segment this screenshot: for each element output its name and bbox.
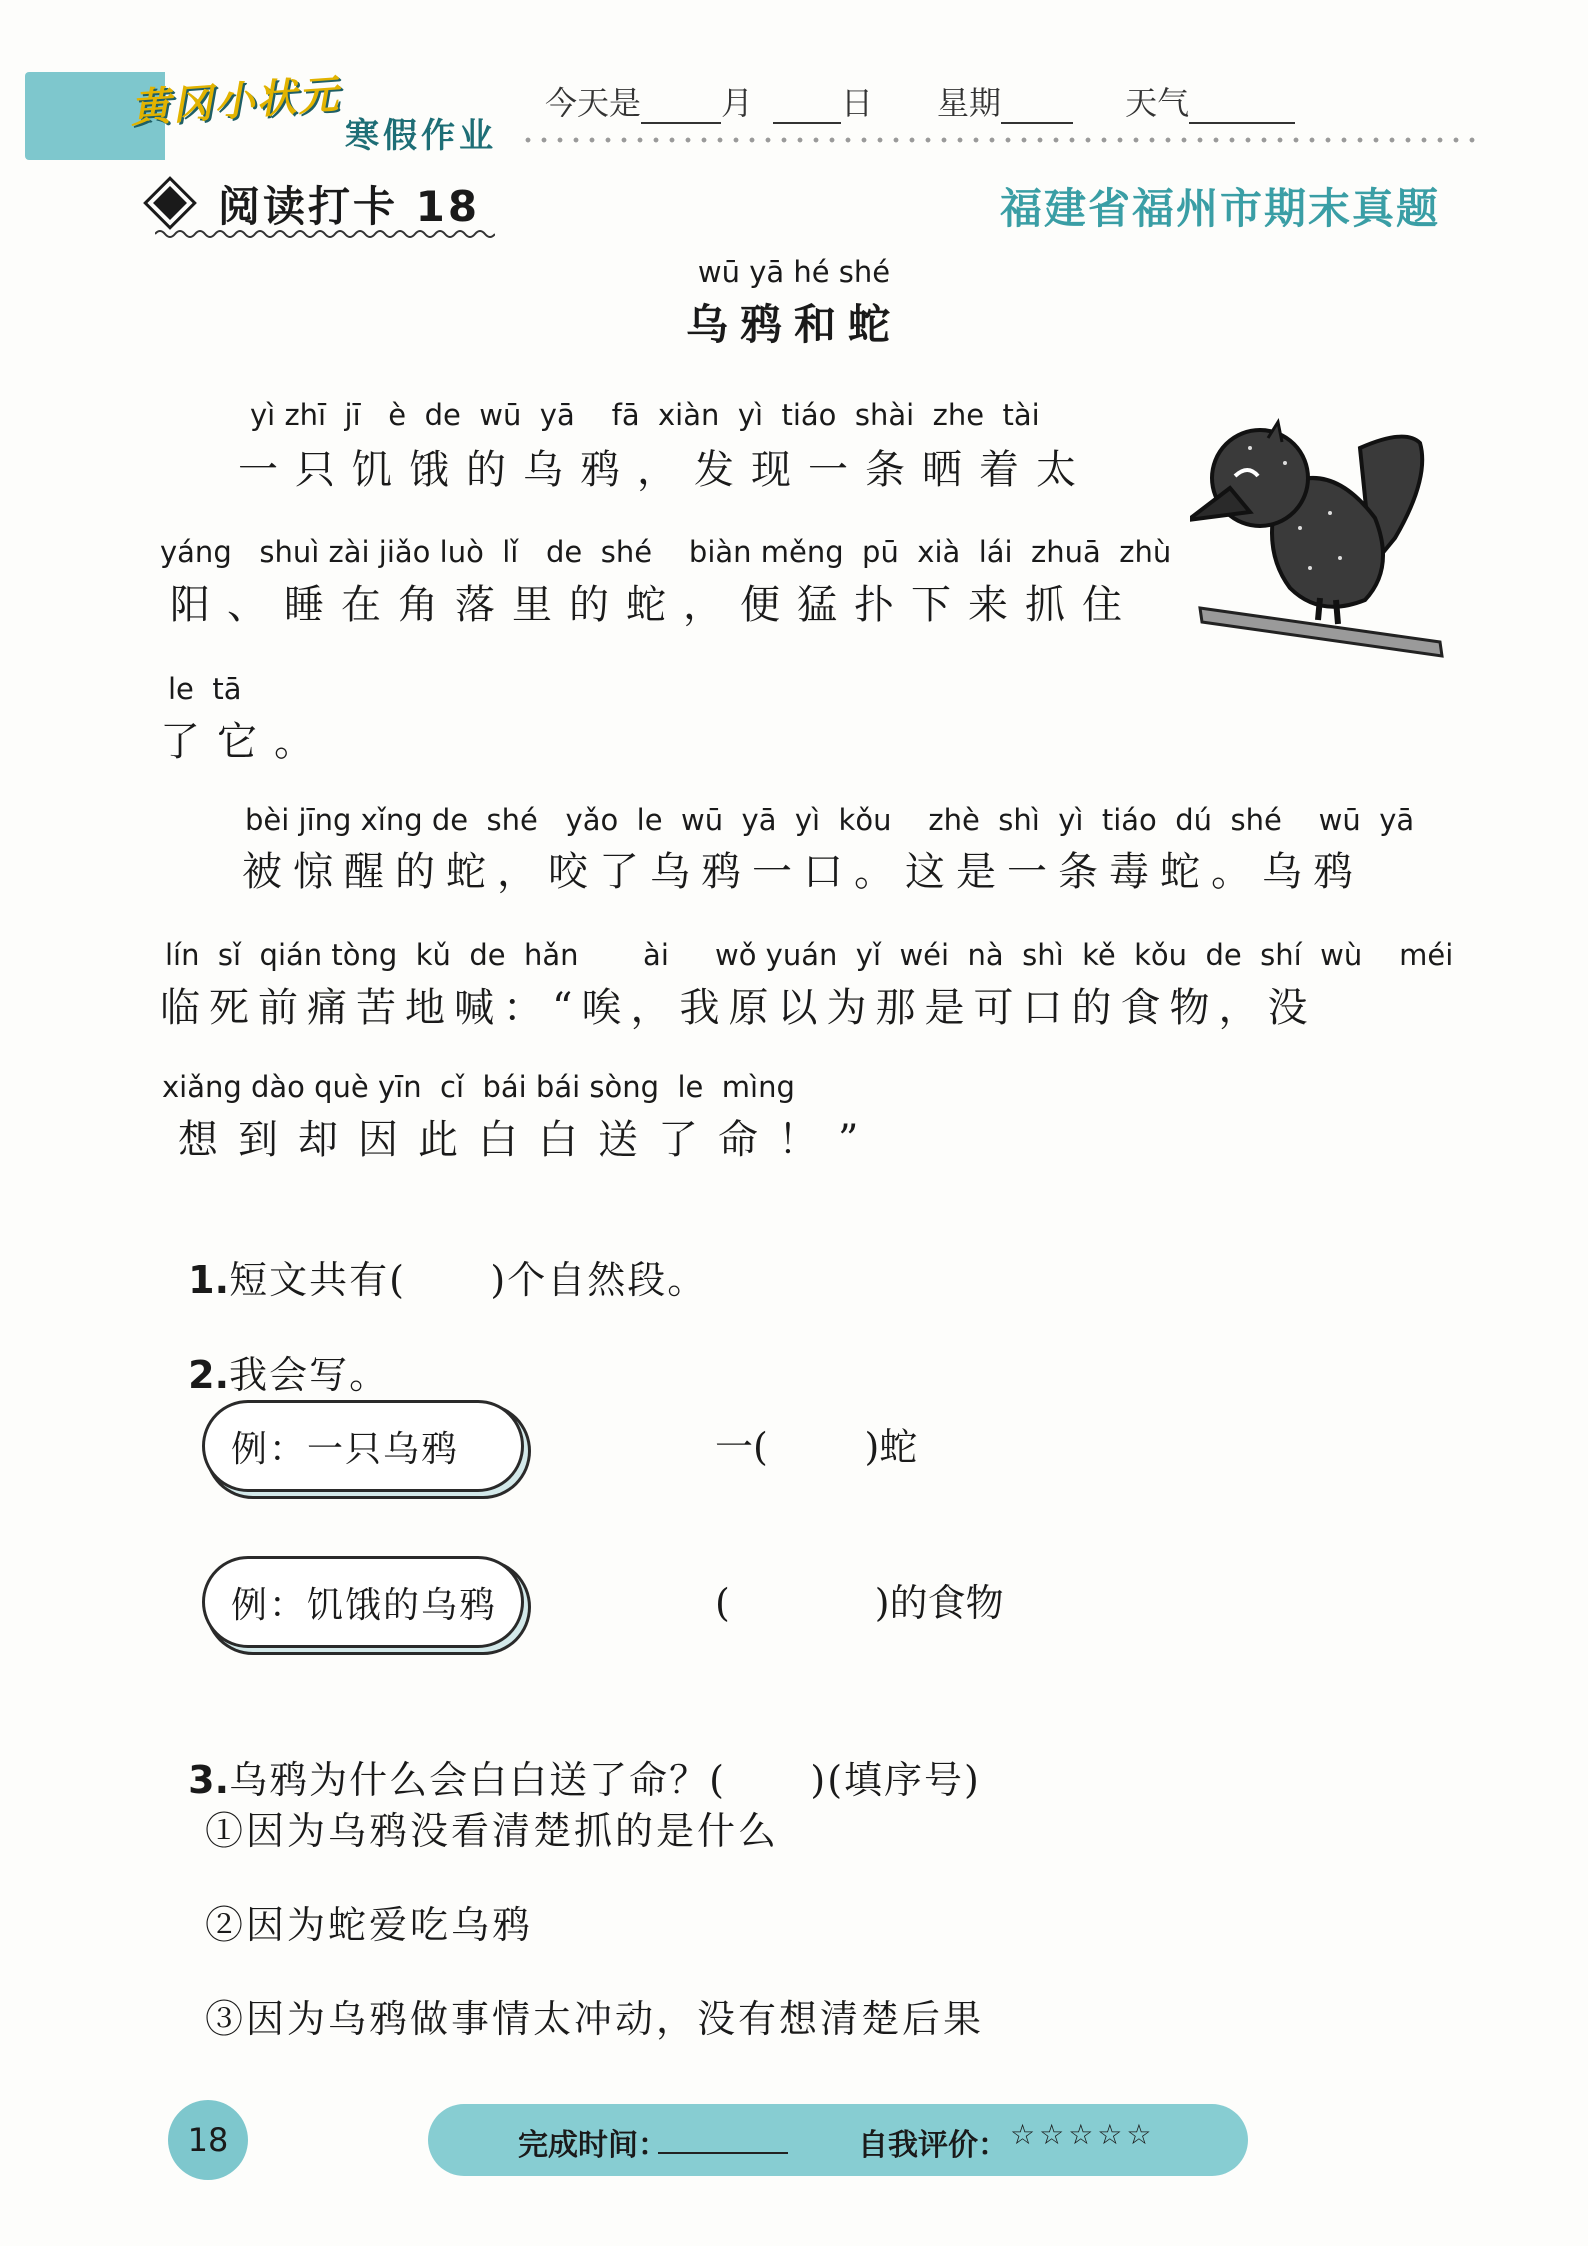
pinyin-line: yáng shuì zài jiǎo luò lǐ de shé biàn měng pū xià lái zhuā zhù xyxy=(160,535,1172,569)
option-item: ②因为蛇爱吃乌鸦 xyxy=(205,1903,534,1947)
week-blank[interactable] xyxy=(1001,90,1073,124)
source-label: 福建省福州市期末真题 xyxy=(999,184,1440,233)
date-week-label: 星期 xyxy=(937,84,1002,122)
completion-time-label: 完成时间： xyxy=(518,2128,668,2163)
pinyin-line: yì zhī jī è de wū yā fā xiàn yì tiáo shài zhe tài xyxy=(250,398,1040,432)
date-day-label: 日 xyxy=(841,84,874,122)
example-box: 例：一只乌鸦 xyxy=(202,1400,524,1492)
question-number: 3. xyxy=(188,1758,230,1802)
option-item: ③因为乌鸦做事情太冲动，没有想清楚后果 xyxy=(205,1997,985,2041)
wavy-underline xyxy=(155,228,495,240)
story-title-pinyin: wū yā hé shé xyxy=(697,255,891,289)
pinyin-line: xiǎng dào què yīn cǐ bái bái sòng le mìng xyxy=(162,1070,795,1104)
question-3 xyxy=(160,1705,981,1804)
pinyin-line: bèi jīng xǐng de shé yǎo le wū yā yì kǒu zhè shì yì tiáo dú shé wū yā xyxy=(245,803,1415,837)
question-number: 1. xyxy=(188,1258,230,1302)
question-text: 短文共有( )个自然段。 xyxy=(229,1258,708,1302)
option-item: ①因为乌鸦没看清楚抓的是什么 xyxy=(205,1809,780,1853)
text-line: 一只饥饿的乌鸦，发现一条晒着太 xyxy=(238,447,1093,493)
dotted-divider xyxy=(520,137,1480,143)
brand-subtitle: 寒假作业 xyxy=(345,116,497,156)
text-line: 临死前痛苦地喊：“唉，我原以为那是可口的食物，没 xyxy=(160,985,1317,1031)
text-line: 阳、睡在角落里的蛇，便猛扑下来抓住 xyxy=(170,582,1139,628)
date-today-label: 今天是 xyxy=(545,84,642,122)
rating-stars[interactable]: ☆☆☆☆☆ xyxy=(1010,2118,1156,2151)
day-blank[interactable] xyxy=(773,90,841,124)
pinyin-line: le tā xyxy=(168,672,242,706)
pinyin-line: lín sǐ qián tòng kǔ de hǎn ài wǒ yuán yǐ wéi nà shì kě kǒu de shí wù méi xyxy=(165,938,1454,972)
brand-logo: 黄冈小状元 xyxy=(128,70,342,133)
question-number: 2. xyxy=(188,1353,230,1397)
page-number: 18 xyxy=(168,2100,248,2180)
fill-blank-answer[interactable]: ( )的食物 xyxy=(715,1581,1004,1625)
diamond-icon xyxy=(153,186,187,220)
date-weather-label: 天气 xyxy=(1125,84,1190,122)
weather-blank[interactable] xyxy=(1189,90,1295,124)
crow-illustration xyxy=(1190,418,1450,670)
date-month-label: 月 xyxy=(721,84,754,122)
text-line: 想到却因此白白送了命！” xyxy=(178,1117,879,1163)
question-1 xyxy=(160,1205,707,1304)
question-text: 乌鸦为什么会白白送了命？( )(填序号) xyxy=(229,1758,981,1802)
month-blank[interactable] xyxy=(641,90,721,124)
fill-blank-answer[interactable]: 一( )蛇 xyxy=(715,1425,918,1469)
self-rating-label: 自我评价： xyxy=(858,2128,1008,2163)
section-title: 阅读打卡 18 xyxy=(218,182,481,231)
story-title: 乌鸦和蛇 xyxy=(685,300,902,349)
completion-time-blank[interactable] xyxy=(658,2152,788,2154)
question-2 xyxy=(160,1300,389,1399)
date-line xyxy=(545,78,1295,124)
text-line: 了它。 xyxy=(160,719,331,765)
example-box: 例：饥饿的乌鸦 xyxy=(202,1556,524,1648)
text-line: 被惊醒的蛇，咬了乌鸦一口。这是一条毒蛇。乌鸦 xyxy=(242,849,1364,895)
question-text: 我会写。 xyxy=(229,1353,390,1397)
